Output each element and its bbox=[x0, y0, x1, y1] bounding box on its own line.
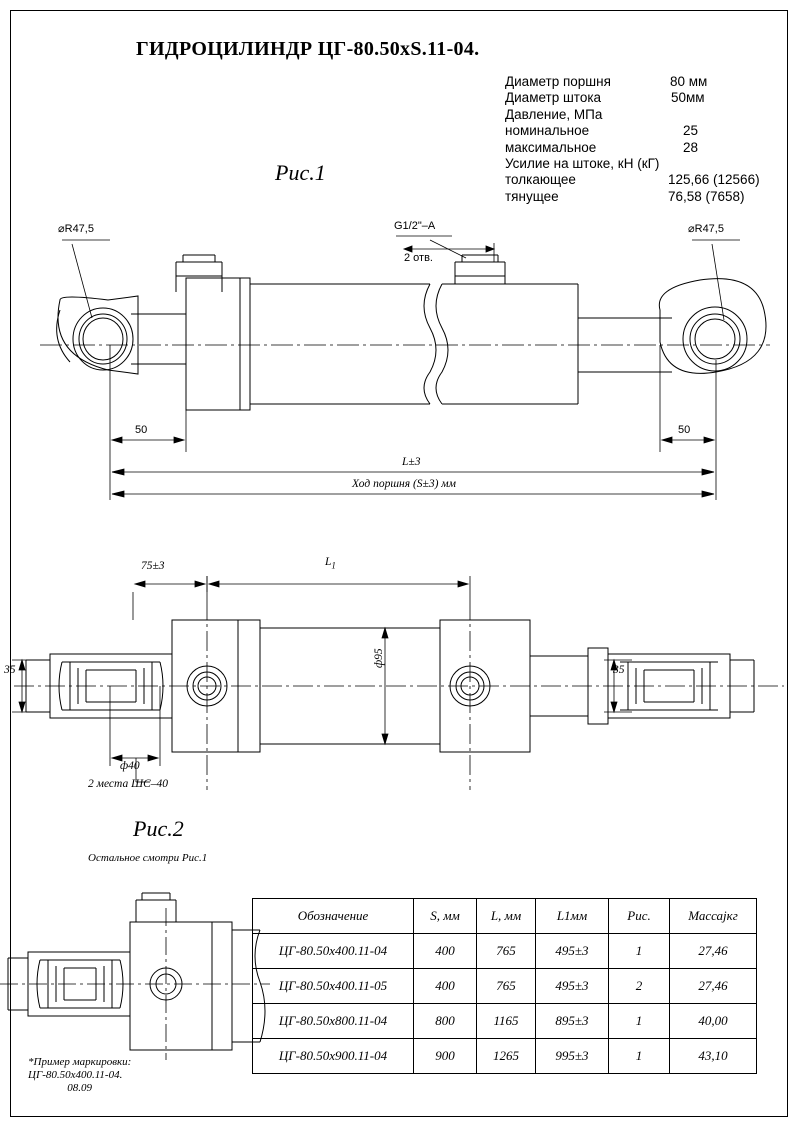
table-cell-0-1: 400 bbox=[414, 934, 477, 969]
fig2-places-label: 2 места ШС–40 bbox=[88, 778, 169, 790]
fig2-dim-75: 75±3 bbox=[141, 560, 165, 572]
fig2-dim-d95: ф95 bbox=[373, 648, 385, 668]
table-row bbox=[253, 969, 757, 1004]
table-header-1: S, мм bbox=[414, 899, 477, 934]
fig1-thread-label: G1/2"–A bbox=[394, 220, 436, 232]
table-row bbox=[253, 934, 757, 969]
spec-label-4: максимальное bbox=[505, 139, 597, 155]
spec-value-6: 125,66 (12566) bbox=[668, 172, 760, 188]
fig1-dim-L: L±3 bbox=[402, 456, 421, 468]
table-cell-2-2: 1165 bbox=[477, 1004, 536, 1039]
parameters-table bbox=[252, 898, 757, 1074]
table-cell-3-5: 43,10 bbox=[670, 1039, 757, 1074]
spec-label-2: Давление, МПа bbox=[505, 106, 603, 122]
spec-label-3: номинальное bbox=[505, 123, 590, 139]
spec-label-1: Диаметр штока bbox=[505, 90, 602, 106]
fig1-dim-50-left: 50 bbox=[135, 424, 148, 436]
spec-label-0: Диаметр поршня bbox=[505, 74, 611, 89]
table-cell-0-4: 1 bbox=[609, 934, 670, 969]
spec-label-6: толкающее bbox=[505, 172, 576, 188]
marking-note bbox=[28, 1056, 131, 1095]
marking-note-line1: *Пример маркировки: bbox=[28, 1056, 132, 1068]
spec-label-5: Усилие на штоке, кН (кГ) bbox=[505, 156, 660, 171]
table-cell-0-2: 765 bbox=[477, 934, 536, 969]
table-cell-0-3: 495±3 bbox=[536, 934, 609, 969]
page-title: ГИДРОЦИЛИНДР ЦГ-80.50xS.11-04. bbox=[136, 38, 480, 60]
table-header-5: Массаjкг bbox=[670, 899, 757, 934]
fig1-radius-right-label: ⌀R47,5 bbox=[688, 223, 724, 235]
spec-value-4: 28 bbox=[683, 139, 699, 155]
table-cell-3-2: 1265 bbox=[477, 1039, 536, 1074]
table-header-row bbox=[253, 899, 757, 934]
table-cell-1-5: 27,46 bbox=[670, 969, 757, 1004]
fig1-dim-stroke: Ход поршня (S±3) мм bbox=[352, 478, 456, 490]
table-cell-2-1: 800 bbox=[414, 1004, 477, 1039]
figure1-caption: Рис.1 bbox=[275, 160, 326, 185]
table-row bbox=[253, 1004, 757, 1039]
table-cell-1-0: ЦГ-80.50х400.11-05 bbox=[253, 969, 414, 1004]
figure2-caption: Рис.2 bbox=[133, 816, 184, 841]
spec-value-3: 25 bbox=[683, 123, 699, 139]
spec-value-0: 80 мм bbox=[670, 74, 708, 89]
fig2-dim-35-right: 35 bbox=[613, 664, 625, 676]
table-cell-3-3: 995±3 bbox=[536, 1039, 609, 1074]
spec-label-7: тянущее bbox=[505, 188, 559, 204]
spec-value-1: 50мм bbox=[671, 90, 705, 106]
table-header-4: Рис. bbox=[609, 899, 670, 934]
table-header-3: L1мм bbox=[536, 899, 609, 934]
marking-note-line3: 08.09 bbox=[67, 1082, 93, 1094]
fig2-dim-L1: $L_1$ bbox=[325, 556, 336, 571]
table-cell-2-4: 1 bbox=[609, 1004, 670, 1039]
fig2-dim-d40: ф40 bbox=[120, 760, 140, 772]
table-header-2: L, мм bbox=[477, 899, 536, 934]
table-cell-2-0: ЦГ-80.50х800.11-04 bbox=[253, 1004, 414, 1039]
table-cell-2-5: 40,00 bbox=[670, 1004, 757, 1039]
table-cell-3-0: ЦГ-80.50х900.11-04 bbox=[253, 1039, 414, 1074]
marking-note-line2: ЦГ-80.50х400.11-04. bbox=[28, 1069, 123, 1081]
spec-value-7: 76,58 (7658) bbox=[668, 188, 745, 204]
table-cell-1-4: 2 bbox=[609, 969, 670, 1004]
table-header-0: Обозначение bbox=[253, 899, 414, 934]
table-cell-1-2: 765 bbox=[477, 969, 536, 1004]
fig1-dim-50-right: 50 bbox=[678, 424, 691, 436]
fig1-holes-label: 2 отв. bbox=[404, 252, 433, 264]
table-cell-1-3: 495±3 bbox=[536, 969, 609, 1004]
fig1-radius-left-label: ⌀R47,5 bbox=[58, 223, 94, 235]
table-cell-3-1: 900 bbox=[414, 1039, 477, 1074]
table-cell-0-5: 27,46 bbox=[670, 934, 757, 969]
table-cell-0-0: ЦГ-80.50х400.11-04 bbox=[253, 934, 414, 969]
fig2-dim-35-left: 35 bbox=[4, 664, 16, 676]
table-cell-3-4: 1 bbox=[609, 1039, 670, 1074]
figure2-subcaption: Остальное смотри Рис.1 bbox=[88, 852, 208, 864]
table-row bbox=[253, 1039, 757, 1074]
table-cell-2-3: 895±3 bbox=[536, 1004, 609, 1039]
table-cell-1-1: 400 bbox=[414, 969, 477, 1004]
